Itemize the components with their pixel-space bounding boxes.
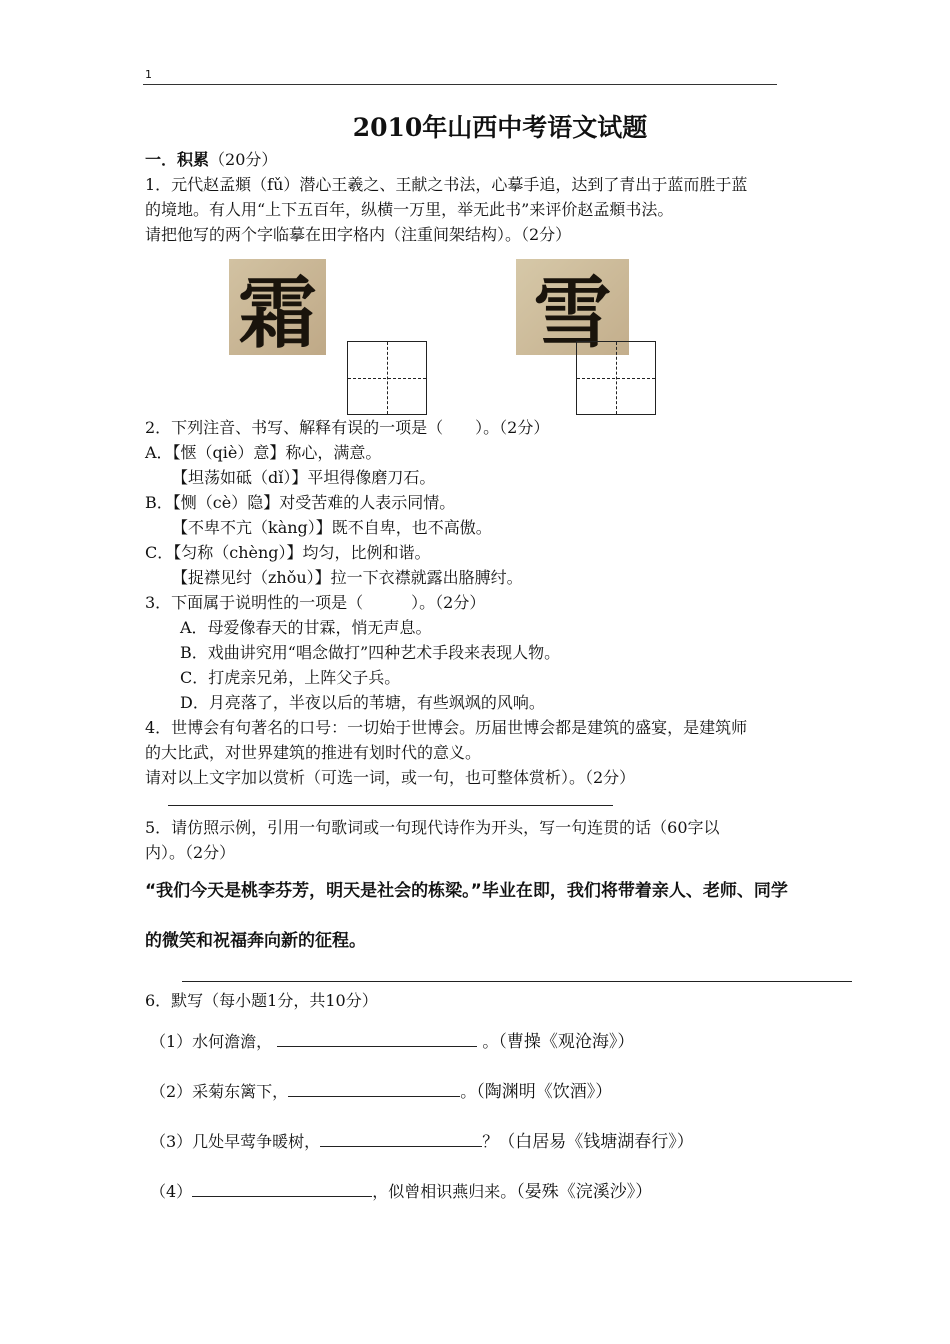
q6-item-4 xyxy=(150,1180,652,1202)
q5-example-line2: 的微笑和祝福奔向新的征程。 xyxy=(145,931,366,951)
q1-line2: 的境地。有人用“上下五百年，纵横一万里，举无此书”来评价赵孟頫书法。 xyxy=(145,200,674,219)
q2-option-a2: 【坦荡如砥（dǐ）】平坦得像磨刀石。 xyxy=(172,468,436,487)
q6-item-1-pre: （1）水何澹澹， xyxy=(150,1032,273,1051)
section-score: （20分） xyxy=(209,150,278,169)
q6-item-3-source: （白居易《钱塘湖春行》） xyxy=(498,1132,694,1152)
q5-line2: 内）。（2分） xyxy=(145,843,236,862)
q6-item-2-blank[interactable] xyxy=(288,1080,460,1097)
q2-option-c1: C．【匀称（chèng）】均匀，比例和谐。 xyxy=(145,543,431,562)
q3-stem: 3．下面属于说明性的一项是（ ）。（2分） xyxy=(145,593,486,612)
calligraphy-sample-1 xyxy=(229,259,326,359)
page-title: 2010年山西中考语文试题 xyxy=(352,113,648,142)
q6-item-4-blank[interactable] xyxy=(192,1180,372,1197)
q6-item-1 xyxy=(150,1030,634,1052)
q6-item-4-source: （晏殊《浣溪沙》） xyxy=(516,1182,653,1202)
q2-option-b1: B．【恻（cè）隐】对受苦难的人表示同情。 xyxy=(145,493,456,512)
q4-line3: 请对以上文字加以赏析（可选一词，或一句，也可整体赏析）。（2分） xyxy=(145,768,636,787)
q5-example-line1: “我们今天是桃李芬芳，明天是社会的栋梁。”毕业在即，我们将带着亲人、老师、同学 xyxy=(145,881,788,901)
q1-line1: 1．元代赵孟頫（fǔ）潜心王羲之、王献之书法，心摹手追，达到了青出于蓝而胜于蓝 xyxy=(145,175,748,194)
q4-answer-line[interactable] xyxy=(168,805,613,806)
q6-item-4-post: ，似曾相识燕归来。 xyxy=(372,1182,517,1201)
calligraphy-char-2: 雪 xyxy=(533,268,612,359)
header-rule xyxy=(143,84,777,85)
q6-stem: 6．默写（每小题1分，共10分） xyxy=(145,991,378,1010)
q4-line2: 的大比武，对世界建筑的推进有划时代的意义。 xyxy=(145,743,482,762)
q6-item-1-post: 。 xyxy=(482,1032,499,1051)
page-number: 1 xyxy=(145,68,152,81)
q6-item-2 xyxy=(150,1080,612,1102)
tianzige-grid-1[interactable] xyxy=(347,341,427,415)
q4-line1: 4．世博会有句著名的口号：一切始于世博会。历届世博会都是建筑的盛宴，是建筑师 xyxy=(145,718,748,737)
section-heading xyxy=(145,150,277,170)
q3-option-c: C．打虎亲兄弟，上阵父子兵。 xyxy=(180,668,401,687)
q6-item-2-post: 。 xyxy=(460,1082,477,1101)
q5-line1: 5．请仿照示例，引用一句歌词或一句现代诗作为开头，写一句连贯的话（60字以 xyxy=(145,818,720,837)
tianzige-grid-2[interactable] xyxy=(576,341,656,415)
q6-item-3-pre: （3）几处早莺争暖树， xyxy=(150,1132,321,1151)
q3-option-b: B．戏曲讲究用“唱念做打”四种艺术手段来表现人物。 xyxy=(180,643,561,662)
q2-option-b2: 【不卑不亢（kàng）】既不自卑，也不高傲。 xyxy=(172,518,492,537)
q6-item-3-post: ？ xyxy=(482,1132,499,1151)
q6-item-1-source: （曹操《观沧海》） xyxy=(498,1032,635,1052)
section-heading-label: 一．积累 xyxy=(145,150,210,169)
q2-stem: 2．下列注音、书写、解释有误的一项是（ ）。（2分） xyxy=(145,418,550,437)
q5-answer-line[interactable] xyxy=(182,981,852,982)
q3-option-a: A．母爱像春天的甘霖，悄无声息。 xyxy=(180,618,432,637)
calligraphy-char-1: 霜 xyxy=(238,268,317,359)
q1-line3: 请把他写的两个字临摹在田字格内（注重间架结构）。（2分） xyxy=(145,225,572,244)
q6-item-3-blank[interactable] xyxy=(320,1130,482,1147)
q6-item-1-blank[interactable] xyxy=(277,1030,477,1047)
q6-item-2-source: （陶渊明《饮酒》） xyxy=(476,1082,613,1102)
q3-option-d: D．月亮落了，半夜以后的苇塘，有些飒飒的风响。 xyxy=(180,693,545,712)
q2-option-a1: A．【惬（qiè）意】称心，满意。 xyxy=(145,443,382,462)
q6-item-2-pre: （2）采菊东篱下， xyxy=(150,1082,289,1101)
q6-item-3 xyxy=(150,1130,694,1152)
q6-item-4-pre: （4） xyxy=(150,1182,193,1201)
q2-option-c2: 【捉襟见纣（zhǒu）】拉一下衣襟就露出胳膊纣。 xyxy=(172,568,523,587)
